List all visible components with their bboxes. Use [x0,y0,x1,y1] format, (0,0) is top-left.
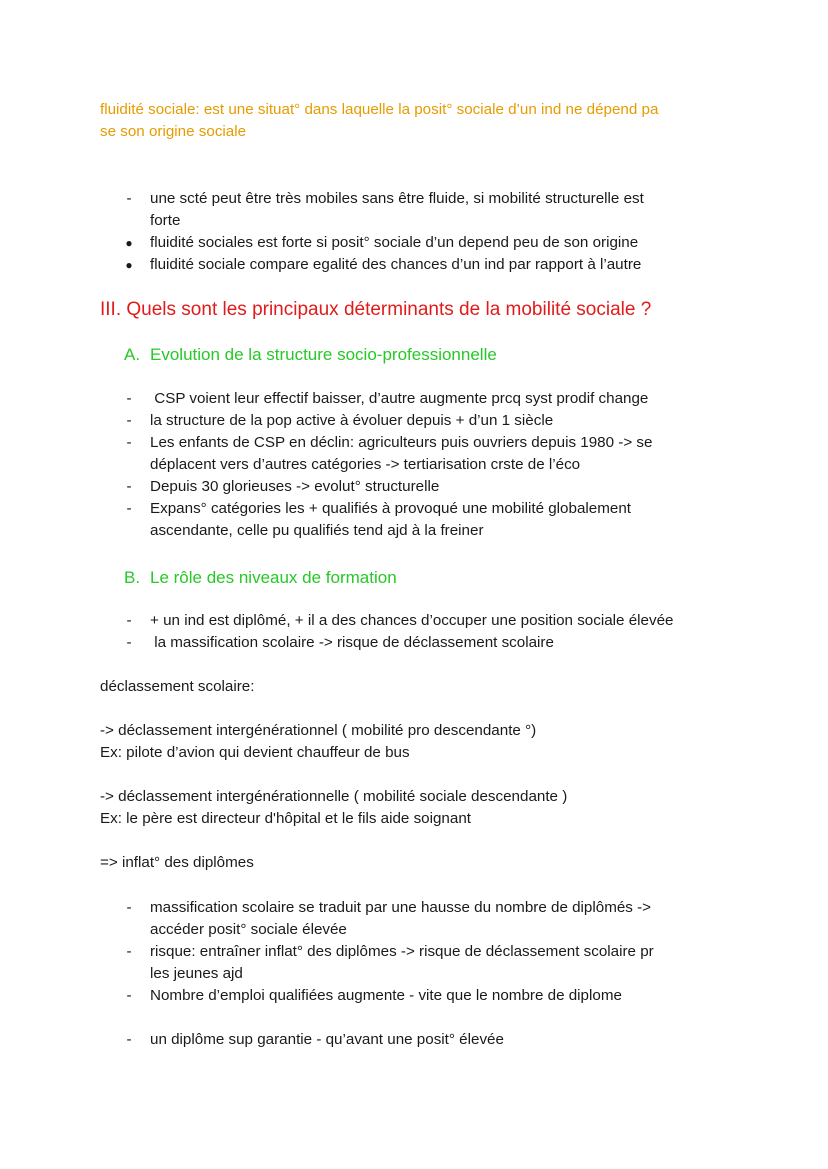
dash-marker: - [126,434,132,451]
list-item-line: Depuis 30 glorieuses -> evolut° structurelle [150,478,440,495]
dash-marker: - [126,899,132,916]
list-item-line: forte [150,212,181,229]
list-item-line: fluidité sociales est forte si posit° sociale d’un depend peu de son origine [150,234,639,251]
list-item-line: massification scolaire se traduit par une hausse du nombre de diplômés -> [150,899,652,916]
subsection-a-title: Evolution de la structure socio-professionnelle [150,345,497,364]
list-item-line: la structure de la pop active à évoluer depuis + d’un 1 siècle [150,412,554,429]
notes-inflation: => inflat° des diplômes [100,854,254,871]
subsection-b-letter: B. [124,568,141,587]
list-item-line: la massification scolaire -> risque de déclassement scolaire [150,634,554,651]
list-item-line: Expans° catégories les + qualifiés à provoqué une mobilité globalement [150,500,631,517]
dash-marker: - [126,634,132,651]
bullet-marker: ● [125,236,133,250]
subsection-b-title: Le rôle des niveaux de formation [150,568,397,587]
list-item-line: les jeunes ajd [150,965,243,982]
list-item-line: une scté peut être très mobiles sans être fluide, si mobilité structurelle est [150,190,644,207]
notes-heading: déclassement scolaire: [100,678,255,695]
list-item-line: + un ind est diplômé, + il a des chances d’occuper une position sociale élevée [150,612,674,629]
dash-marker: - [126,500,132,517]
dash-marker: - [126,943,132,960]
definition-line-2: se son origine sociale [100,123,247,140]
definition-line-1: fluidité sociale: est une situat° dans laquelle la posit° sociale d’un ind ne dépend pa [100,101,659,118]
section-heading: III. Quels sont les principaux déterminants de la mobilité sociale ? [100,299,652,320]
list-item-line: ascendante, celle pu qualifiés tend ajd à la freiner [150,522,484,539]
list-item-line: fluidité sociale compare egalité des chances d’un ind par rapport à l’autre [150,256,642,273]
list-item-line: déplacent vers d’autres catégories -> tertiarisation crste de l’éco [150,456,581,473]
dash-marker: - [126,1031,132,1048]
list-item-line: Les enfants de CSP en déclin: agriculteurs puis ouvriers depuis 1980 -> se [150,434,653,451]
subsection-a-letter: A. [124,345,141,364]
list-item-line: risque: entraîner inflat° des diplômes -> risque de déclassement scolaire pr [150,943,654,960]
dash-marker: - [126,390,132,407]
dash-marker: - [126,190,132,207]
dash-marker: - [126,478,132,495]
list-item-line: un diplôme sup garantie - qu’avant une posit° élevée [150,1031,504,1048]
notes-block1-line1: -> déclassement intergénérationnel ( mobilité pro descendante °) [100,722,537,739]
list-item-line: Nombre d’emploi qualifiées augmente - vite que le nombre de diplome [150,987,622,1004]
list-item-line: CSP voient leur effectif baisser, d’autre augmente prcq syst prodif change [150,390,649,407]
dash-marker: - [126,612,132,629]
notes-block2-line1: -> déclassement intergénérationnelle ( mobilité sociale descendante ) [100,788,568,805]
list-item-line: accéder posit° sociale élevée [150,921,347,938]
notes-block2-line2: Ex: le père est directeur d'hôpital et le fils aide soignant [100,810,471,827]
bullet-marker: ● [125,258,133,272]
dash-marker: - [126,412,132,429]
notes-block1-line2: Ex: pilote d’avion qui devient chauffeur de bus [100,744,410,761]
dash-marker: - [126,987,132,1004]
